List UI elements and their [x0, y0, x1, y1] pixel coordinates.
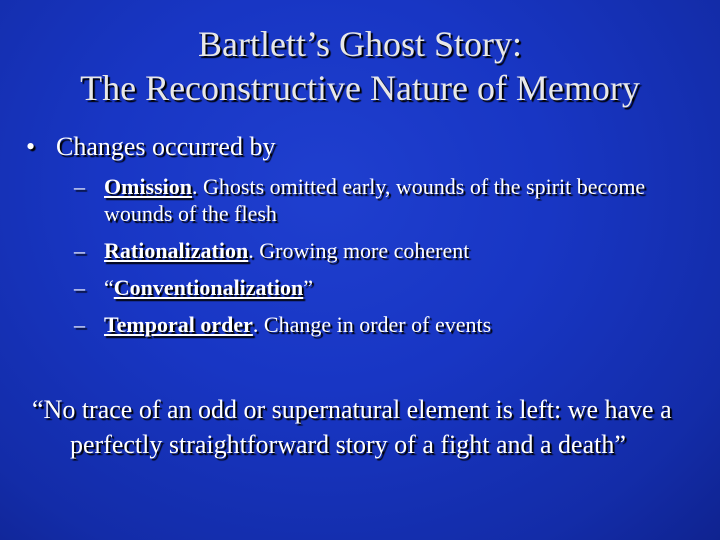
slide-title	[0, 22, 720, 110]
sub-bullet-omission	[74, 173, 674, 227]
sub-bullet-description: . Change in order of events	[252, 312, 492, 337]
dash-marker: –	[74, 275, 85, 300]
sub-bullet-conventionalization	[74, 274, 674, 301]
dash-marker: –	[74, 174, 85, 199]
bartlett-quote: “No trace of an odd or supernatural element is left: we have a perfectly straightforward story of a fight and a death”	[32, 395, 672, 459]
slide-title-line-2: The Reconstructive Nature of Memory	[80, 68, 640, 108]
sub-bullet-term: Conventionalization	[113, 275, 304, 300]
dash-marker: –	[74, 238, 85, 263]
sub-bullet-description: . Growing more coherent	[248, 238, 470, 263]
sub-bullet-term: Rationalization	[104, 238, 249, 263]
main-bullet-text: Changes occurred by	[56, 132, 276, 161]
sub-bullet-prefix: “	[104, 275, 114, 300]
sub-bullet-temporal-order	[74, 311, 674, 338]
sub-bullet-rationalization	[74, 237, 674, 264]
sub-bullet-list	[74, 173, 674, 348]
dash-marker: –	[74, 312, 85, 337]
sub-bullet-description: ”	[303, 275, 313, 300]
bullet-marker: •	[26, 132, 36, 161]
sub-bullet-term: Temporal order	[104, 312, 253, 337]
sub-bullet-term: Omission	[104, 174, 193, 199]
main-bullet	[26, 131, 275, 163]
slide-title-line-1: Bartlett’s Ghost Story:	[198, 24, 522, 64]
sub-bullet-description: . Ghosts omitted early, wounds of the spirit become wounds of the flesh	[104, 174, 646, 226]
